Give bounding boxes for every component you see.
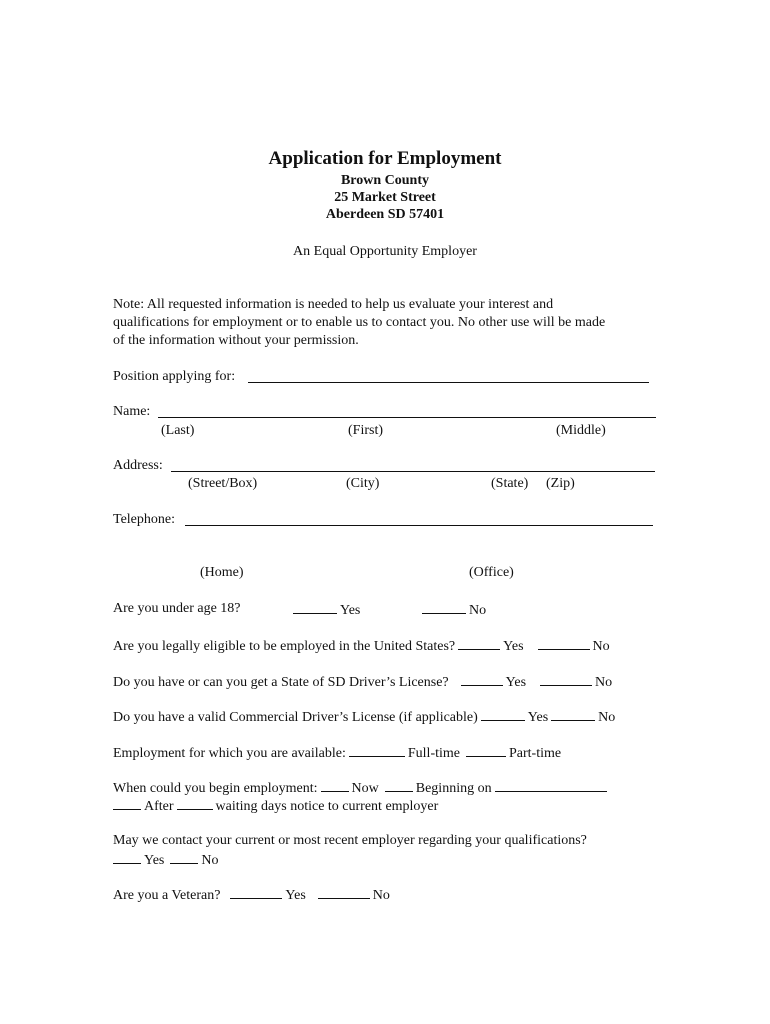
begin-question — [113, 778, 610, 798]
contact-question: May we contact your current or most recent employer regarding your qualifications? — [113, 833, 587, 848]
begin-question-text: When could you begin employment: — [113, 781, 318, 796]
cdl-question-text: Do you have a valid Commercial Driver’s License (if applicable) — [113, 710, 478, 725]
veteran-yes-blank[interactable] — [230, 885, 282, 899]
position-label: Position applying for: — [113, 369, 236, 384]
license-yes-blank[interactable] — [461, 672, 503, 686]
eeo-statement: An Equal Opportunity Employer — [293, 244, 477, 259]
telephone-home-caption: (Home) — [200, 565, 244, 580]
license-question — [113, 672, 612, 692]
begin-beginning-label: Beginning on — [415, 781, 492, 796]
address-zip-caption: (Zip) — [546, 476, 575, 491]
begin-date-blank[interactable] — [495, 778, 607, 792]
full-time-blank[interactable] — [349, 743, 405, 757]
availability-question — [113, 743, 561, 763]
begin-after-label: After — [144, 799, 174, 814]
name-label: Name: — [113, 404, 151, 419]
contact-no-blank[interactable] — [170, 850, 198, 864]
address-street-caption: (Street/Box) — [188, 476, 258, 491]
cdl-yes-label: Yes — [527, 710, 549, 725]
telephone-input-line[interactable] — [185, 525, 653, 526]
name-last-caption: (Last) — [161, 423, 195, 438]
address-state-caption: (State) — [491, 476, 529, 491]
under18-no-option[interactable] — [419, 600, 486, 620]
begin-now-blank[interactable] — [321, 778, 349, 792]
eligible-yes-label: Yes — [503, 639, 524, 654]
veteran-question — [113, 885, 390, 905]
address-input-line[interactable] — [171, 471, 655, 472]
contact-yes-label: Yes — [144, 853, 165, 868]
full-time-label: Full-time — [407, 746, 460, 761]
cdl-yes-blank[interactable] — [481, 707, 525, 721]
note-line-2: qualifications for employment or to enable us to contact you. No other use will be made — [113, 315, 606, 330]
address-label: Address: — [113, 458, 163, 473]
org-name: Brown County — [340, 173, 430, 188]
eligible-no-blank[interactable] — [538, 636, 590, 650]
waiting-days-blank[interactable] — [177, 796, 213, 810]
license-question-text: Do you have or can you get a State of SD Driver’s License? — [113, 675, 449, 690]
cdl-no-blank[interactable] — [551, 707, 595, 721]
license-no-label: No — [595, 675, 613, 690]
cdl-no-label: No — [598, 710, 616, 725]
address-city-caption: (City) — [346, 476, 380, 491]
eligible-question-text: Are you legally eligible to be employed in the United States? — [113, 639, 456, 654]
under18-yes-blank[interactable] — [293, 600, 337, 614]
telephone-office-caption: (Office) — [469, 565, 514, 580]
part-time-label: Part-time — [509, 746, 562, 761]
under18-yes-option[interactable] — [290, 600, 360, 620]
name-first-caption: (First) — [348, 423, 383, 438]
contact-yes-blank[interactable] — [113, 850, 141, 864]
begin-now-label: Now — [351, 781, 379, 796]
begin-after-line — [113, 796, 438, 816]
under18-no-blank[interactable] — [422, 600, 466, 614]
position-input-line[interactable] — [248, 382, 649, 383]
under18-yes-label: Yes — [340, 603, 361, 618]
note-line-3: of the information without your permission. — [113, 333, 359, 348]
waiting-days-label: waiting days notice to current employer — [215, 799, 439, 814]
eligible-yes-blank[interactable] — [458, 636, 500, 650]
telephone-label: Telephone: — [113, 512, 175, 527]
eligible-no-label: No — [592, 639, 610, 654]
org-city: Aberdeen SD 57401 — [325, 207, 445, 222]
part-time-blank[interactable] — [466, 743, 506, 757]
veteran-yes-label: Yes — [285, 888, 306, 903]
license-no-blank[interactable] — [540, 672, 592, 686]
name-middle-caption: (Middle) — [556, 423, 606, 438]
begin-after-blank[interactable] — [113, 796, 141, 810]
veteran-question-text: Are you a Veteran? — [113, 888, 221, 903]
org-street: 25 Market Street — [334, 190, 436, 205]
veteran-no-blank[interactable] — [318, 885, 370, 899]
cdl-question — [113, 707, 615, 727]
contact-no-label: No — [201, 853, 219, 868]
note-line-1: Note: All requested information is needed to help us evaluate your interest and — [113, 297, 554, 312]
veteran-no-label: No — [372, 888, 390, 903]
form-title: Application for Employment — [268, 148, 502, 169]
under18-question: Are you under age 18? — [113, 601, 241, 616]
under18-no-label: No — [469, 603, 487, 618]
name-input-line[interactable] — [158, 417, 656, 418]
availability-question-text: Employment for which you are available: — [113, 746, 346, 761]
eligible-question — [113, 636, 610, 656]
contact-options — [113, 850, 219, 870]
license-yes-label: Yes — [505, 675, 527, 690]
begin-beginning-blank[interactable] — [385, 778, 413, 792]
